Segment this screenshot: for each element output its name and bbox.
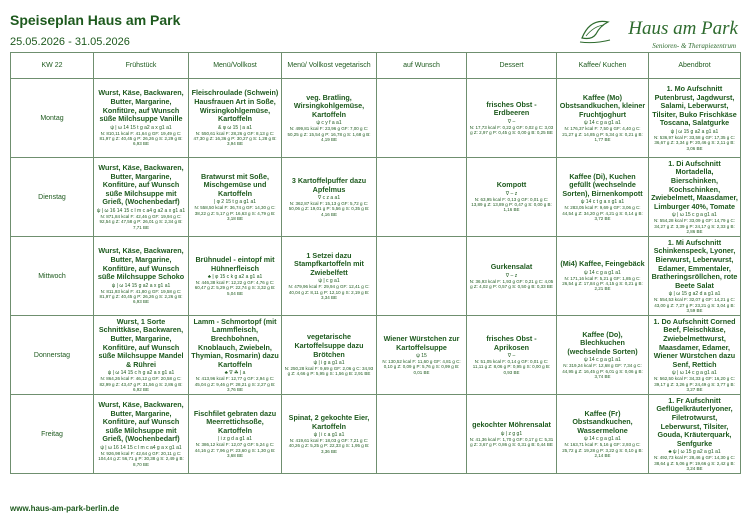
dish-name: Spinat, 2 gekochte Eier, Kartoffeln xyxy=(288,412,370,431)
dish-name: gekochter Möhrensalat xyxy=(472,419,551,429)
allergen-codes: ψ | ω 16 14 15 c l m c a4 g a x g1 a1 xyxy=(100,445,182,452)
nutrition-info: N: 554,53 kcal F: 32,07 g GF: 14,21 g C: 43,00 g Z: 7,27 g P: 23,21 g S: 3,04 g B: 3,59 BE xyxy=(653,297,736,313)
website-url: www.haus-am-park-berlin.de xyxy=(10,504,120,513)
dish-name: Wurst, Käse, Backwaren, Butter, Margarine, Konfitüre, auf Wunsch süße Milchsuppe mit Grieß, (Wochenbedarf) xyxy=(98,400,184,444)
cell-breakfast xyxy=(94,158,189,237)
cell-dessert xyxy=(467,316,557,395)
allergen-codes: ψ 14 c g a g1 a1 xyxy=(584,357,621,364)
allergen-codes: ∇ – xyxy=(507,118,516,125)
dish-name: 1. Do Aufschnitt Corned Beef, Fleischkäse, Zwiebelmettwurst, Maasdamer, Edamer, Wiener Würstchen dazu Senf, Rettich xyxy=(653,316,736,369)
cell-on-request xyxy=(377,316,467,395)
cell-dinner xyxy=(649,316,741,395)
allergen-codes: ψ | ω 14 15 g a2 a x g1 a1 xyxy=(111,282,171,289)
nutrition-info: N: 871,84 kcal F: 42,46 g GF: 19,94 g C: 92,54 g Z: 47,58 g P: 26,01 g S: 2,34 g B: 7,71 BE xyxy=(99,214,183,230)
cell-dinner xyxy=(649,158,741,237)
cell-dinner xyxy=(649,395,741,474)
column-header-menu: Menü/Vollkost xyxy=(189,53,282,79)
allergen-codes: ♣ ∇ ☘ | a xyxy=(224,370,246,377)
cell-vegetarian xyxy=(282,158,377,237)
cell-vegetarian xyxy=(282,237,377,316)
nutrition-info: N: 479,96 kcal F: 29,94 g GF: 12,41 g C: 40,04 g Z: 8,11 g P: 12,10 g S: 2,19 g B: 3,34 BE xyxy=(288,284,370,301)
dish-name: 3 Kartoffelpuffer dazu Apfelmus xyxy=(291,175,367,194)
nutrition-info: N: 926,98 kcal F: 42,64 g GF: 20,11 g C: 104,44 g Z: 56,71 g P: 30,38 g S: 2,49 g B: 8,70 BE xyxy=(98,451,184,467)
cell-breakfast xyxy=(94,395,189,474)
dish-name: Brühnudel - eintopf mit Hühnerfleisch xyxy=(195,254,275,273)
allergen-codes: ∇ – z xyxy=(505,190,518,197)
dish-name: Kompott xyxy=(496,180,527,190)
meal-plan-table xyxy=(10,52,741,474)
allergen-codes: ψ | ω 14 15 t g a2 a x g1 a1 xyxy=(110,124,172,131)
allergen-codes: ψ 14 c g a g1 a1 xyxy=(584,436,621,443)
allergen-codes: ψ | ω 15 c g a g1 a1 xyxy=(672,212,717,219)
dish-name: 1. Di Aufschnitt Mortadella, Bierschinken, Kochschinken, Zwiebelmett, Maasdamer, Limburger 40%, Tomate xyxy=(651,158,738,211)
nutrition-info: N: 386,12 kcal F: 12,07 g GF: 5,24 g C: 44,16 g Z: 7,96 g P: 23,60 g S: 1,30 g B: 3,68 BE xyxy=(194,442,276,459)
day-label: Freitag xyxy=(11,395,94,474)
column-header-on-request: auf Wunsch xyxy=(377,53,467,79)
dish-name: Wurst, Käse, Backwaren, Butter, Margarine, Konfitüre, auf Wunsch süße Milchsuppe mit Grieß, (Wochenbedarf) xyxy=(98,163,184,207)
allergen-codes: ψ | ω 14 15 c h g a2 a x g1 a1 xyxy=(107,370,175,377)
cell-breakfast xyxy=(94,79,189,158)
cell-dinner xyxy=(649,79,741,158)
logo-text: Haus am Park xyxy=(628,18,738,39)
dish-name: veg. Bratling, Wirsingkohlgemüse, Kartoffeln xyxy=(293,92,365,119)
nutrition-info: N: 562,50 kcal F: 34,33 g GF: 16,20 g C: 39,17 g Z: 3,26 g P: 24,49 g S: 3,77 g B: 3,27 BE xyxy=(653,376,736,392)
menu-title: Speiseplan Haus am Park xyxy=(10,12,181,28)
nutrition-info: N: 419,61 kcal F: 18,03 g GF: 7,21 g C: 40,26 g Z: 5,25 g P: 22,33 g S: 1,95 g B: 3,36 BE xyxy=(288,438,370,454)
cell-breakfast xyxy=(94,316,189,395)
dish-name: Gurkensalat xyxy=(490,261,533,271)
cell-menu xyxy=(189,237,282,316)
header-row xyxy=(11,53,741,79)
cell-vegetarian xyxy=(282,395,377,474)
column-header-coffee-cake: Kaffee/ Kuchen xyxy=(557,53,649,79)
cell-dessert xyxy=(467,395,557,474)
allergen-codes: ψ | z g g1 xyxy=(500,430,523,437)
allergen-codes: ψ | ω 16 14 15 c l m c a4 g a2 a x g1 a1 xyxy=(96,208,186,215)
dish-name: frisches Obst - Erdbeeren xyxy=(486,99,537,118)
nutrition-info: N: 176,37 kcal F: 7,50 g GF: 4,40 g C: 21,27 g Z: 14,85 g P: 5,34 g S: 0,21 g B: 1,77 BE xyxy=(562,126,643,143)
dish-name: Kaffee (Do), Blechkuchen (wechselnde Sorten) xyxy=(567,329,638,356)
table-row xyxy=(11,316,741,395)
nutrition-info: N: 413,96 kcal F: 12,77 g GF: 2,94 g C: 45,04 g Z: 9,46 g P: 28,21 g S: 2,27 g B: 3,76 BE xyxy=(194,376,276,392)
dish-name: 1 Setzei dazu Stampfkartoffeln mit Zwiebelfett xyxy=(294,250,364,277)
logo-subtitle: Senioren- & Therapiezentrum xyxy=(652,42,736,50)
allergen-codes: ψ | c g a1 xyxy=(318,278,340,285)
cell-breakfast xyxy=(94,237,189,316)
nutrition-info: N: 163,71 kcal F: 5,16 g GF: 2,93 g C: 25,72 g Z: 19,28 g P: 3,22 g S: 0,10 g B: 2,14 BE xyxy=(562,442,643,459)
dish-name: Kaffee (Fr) Obstsandkuchen, Wassermelone xyxy=(572,408,633,435)
cell-menu xyxy=(189,316,282,395)
nutrition-info: N: 51,05 kcal F: 0,14 g GF: 0,01 g C: 11,11 g Z: 8,06 g P: 0,95 g S: 0,00 g B: 0,93 BE xyxy=(472,359,551,375)
cell-dessert xyxy=(467,158,557,237)
nutrition-info: N: 41,36 kcal F: 1,70 g GF: 0,17 g C: 5,31 g Z: 3,67 g P: 0,86 g S: 0,31 g B: 0,44 BE xyxy=(469,436,554,447)
nutrition-info: N: 558,50 kcal F: 36,74 g GF: 14,30 g C: 38,22 g Z: 5,17 g P: 16,63 g S: 4,79 g B: 3,18 BE xyxy=(194,205,276,222)
dish-name: 1. Mo Aufschnitt Putenbrust, Jagdwurst, Salami, Leberwurst, Tilsiter, Buko Frischkäse Toscana, Salatgurke xyxy=(652,84,737,128)
allergen-codes: ∇ c z a a1 xyxy=(317,195,341,202)
nutrition-info: N: 17,73 kcal F: 0,22 g GF: 0,02 g C: 3,03 g Z: 2,97 g P: 0,45 g S: 0,00 g B: 0,25 BE xyxy=(469,124,554,136)
dish-name: 1. Fr Aufschnitt Geflügelkräuterlyoner, Filetrotwurst, Leberwurst, Tilsiter, Gouda, Kräuterquark, Senfgurke xyxy=(656,395,733,448)
cell-vegetarian xyxy=(282,316,377,395)
allergen-codes: ∇ – z xyxy=(505,272,518,279)
column-header-vegetarian: Menü/ Vollkost vegetarisch xyxy=(282,53,377,79)
allergen-codes: ψ | ω 14 c g a g1 a1 xyxy=(672,370,717,377)
cell-dessert xyxy=(467,237,557,316)
nutrition-info: N: 499,81 kcal F: 23,96 g GF: 7,00 g C: 50,25 g Z: 15,54 g P: 16,78 g S: 1,68 g B: 4,19 BE xyxy=(287,126,371,143)
nutrition-info: N: 283,05 kcal F: 9,69 g GF: 3,06 g C: 44,54 g Z: 34,20 g P: 4,21 g S: 0,14 g B: 3,72 BE xyxy=(562,205,643,222)
tree-logo-icon xyxy=(578,16,612,46)
allergen-codes: ♣ | φ 15 c k g a2 a g1 a1 xyxy=(207,274,263,281)
dish-name: Kaffee (Di), Kuchen gefüllt (wechselnde Sorten), Birnenkompott xyxy=(562,171,643,198)
allergen-codes: ψ 14 c g a g1 a1 xyxy=(584,120,621,127)
nutrition-info: N: 319,24 kcal F: 12,68 g GF: 7,34 g C: 44,95 g Z: 16,45 g P: 6,01 g S: 0,06 g B: 3,74 BE xyxy=(562,363,643,380)
column-header-breakfast: Frühstück xyxy=(94,53,189,79)
allergen-codes: | φ 2 15 t g a g1 a1 xyxy=(213,199,257,206)
dish-name: vegetarische Kartoffelsuppe dazu Brötchen xyxy=(294,332,364,359)
nutrition-info: N: 446,38 kcal F: 12,22 g GF: 4,76 g C: 60,47 g Z: 5,29 g P: 22,74 g S: 3,32 g B: 5,04 BE xyxy=(194,280,276,296)
cell-coffee-cake xyxy=(557,395,649,474)
nutrition-info: N: 864,26 kcal F: 46,12 g GF: 20,58 g C: 82,99 g Z: 43,47 g P: 31,56 g S: 2,86 g B: 6,92 BE xyxy=(99,376,183,392)
date-range: 25.05.2026 - 31.05.2026 xyxy=(10,36,130,48)
table-row xyxy=(11,158,741,237)
dish-name: Wurst, Käse, Backwaren, Butter, Margarine, Konfitüre, auf Wunsch süße Milchsuppe Vanille xyxy=(98,88,184,124)
nutrition-info: N: 536,97 kcal F: 33,58 g GF: 17,35 g C: 36,67 g Z: 3,34 g P: 20,46 g S: 2,11 g B: 3,06 BE xyxy=(653,135,736,151)
nutrition-info: N: 810,11 kcal F: 41,64 g GF: 19,49 g C: 81,97 g Z: 40,45 g P: 26,26 g S: 2,29 g B: 6,93 BE xyxy=(99,130,183,147)
dish-name: 1. Mi Aufschnitt Schinkenspeck, Lyoner, Bierwurst, Leberwurst, Edamer, Emmentaler, Bratheringsröllchen, rote Beete Salat xyxy=(651,237,738,290)
nutrition-info: N: 811,93 kcal F: 41,80 g GF: 19,58 g C: 81,97 g Z: 40,45 g P: 26,26 g S: 2,26 g B: 6,93 BE xyxy=(99,288,183,305)
table-row xyxy=(11,395,741,474)
allergen-codes: ♣ ψ | ω 15 g a2 a g1 a1 xyxy=(668,449,721,456)
column-header-dinner: Abendbrot xyxy=(649,53,741,79)
cell-menu xyxy=(189,158,282,237)
day-label: Dienstag xyxy=(11,158,94,237)
cell-on-request xyxy=(377,237,467,316)
cell-dessert xyxy=(467,79,557,158)
nutrition-info: N: 362,87 kcal F: 15,13 g GF: 5,72 g C: 50,06 g Z: 19,01 g P: 5,56 g S: 0,35 g B: 4,16 BE xyxy=(288,201,370,217)
cell-coffee-cake xyxy=(557,237,649,316)
cell-on-request xyxy=(377,395,467,474)
nutrition-info: N: 554,28 kcal F: 33,09 g GF: 14,79 g C: 34,27 g Z: 3,39 g P: 24,17 g S: 2,33 g B: 2,86 BE xyxy=(653,218,736,234)
column-header-dessert: Dessert xyxy=(467,53,557,79)
allergen-codes: ψ | i g a g1 a1 xyxy=(313,360,345,367)
nutrition-info: N: 36,93 kcal F: 1,93 g GF: 0,21 g C: 4,05 g Z: 4,02 g P: 0,57 g S: 0,50 g B: 0,33 BE xyxy=(469,278,554,289)
dish-name: Wurst, Käse, Backwaren, Butter, Margarine, Konfitüre, auf Wunsch süße Milchsuppe Schoko xyxy=(97,246,185,282)
dish-name: Wiener Würstchen zur Kartoffelsuppe xyxy=(383,333,460,352)
allergen-codes: ψ | i c a g1 a1 xyxy=(313,432,345,439)
nutrition-info: N: 130,52 kcal F: 11,60 g GF: 4,81 g C: 0,10 g Z: 0,09 g P: 5,76 g S: 0,99 g B: 0,01 BE xyxy=(382,359,461,375)
cell-vegetarian xyxy=(282,79,377,158)
allergen-codes: ψ 14 c g a g1 a1 xyxy=(584,269,621,276)
day-label: Montag xyxy=(11,79,94,158)
column-header-week: KW 22 xyxy=(11,53,94,79)
allergen-codes: ψ | ω 15 g a2 d a g1 a1 xyxy=(668,291,721,298)
allergen-codes: ψ 14 c t g a x g1 a1 xyxy=(580,199,625,206)
cell-on-request xyxy=(377,158,467,237)
dish-name: Wurst, 1 Sorte Schnittkäse, Backwaren, Butter, Margarine, Konfitüre, auf Wunsch süße Milchsuppe Mandel & Rührei xyxy=(98,316,184,369)
table-row xyxy=(11,79,741,158)
dish-name: Fischfilet gebraten dazu Meerrettichsoße, Kartoffeln xyxy=(193,408,277,435)
cell-menu xyxy=(189,395,282,474)
allergen-codes: ψ c y f a a1 xyxy=(316,120,342,127)
nutrition-info: N: 250,28 kcal F: 9,69 g GF: 2,06 g C: 34,93 g Z: 4,66 g P: 5,95 g S: 1,56 g B: 2,91 BE xyxy=(284,366,374,377)
nutrition-info: N: 63,95 kcal F: 0,13 g GF: 0,01 g C: 13,89 g Z: 13,89 g P: 0,47 g S: 0,00 g B: 1,16 BE xyxy=(471,196,552,213)
cell-coffee-cake xyxy=(557,316,649,395)
cell-dinner xyxy=(649,237,741,316)
dish-name: Lamm - Schmortopf (mit Lammfleisch, Brechbohnen, Knoblauch, Zwiebeln, Thymian, Rosmarin) dazu Kartoffeln xyxy=(191,316,279,369)
day-label: Mittwoch xyxy=(11,237,94,316)
dish-name: Bratwurst mit Soße, Mischgemüse und Kartoffeln xyxy=(201,171,269,198)
allergen-codes: ψ | ω 15 g a2 a g1 a1 xyxy=(670,129,719,136)
nutrition-info: N: 550,61 kcal F: 28,26 g GF: 8,13 g C: 47,30 g Z: 16,36 g P: 30,27 g S: 1,28 g B: 3,94 BE xyxy=(193,130,277,147)
allergen-codes: | i z g d a g1 a1 xyxy=(217,436,253,443)
nutrition-info: N: 492,73 kcal F: 28,46 g GF: 14,30 g C: 38,64 g Z: 5,06 g P: 19,66 g S: 2,42 g B: 3,24 BE xyxy=(653,455,736,471)
cell-menu xyxy=(189,79,282,158)
logo xyxy=(578,16,738,56)
table-row xyxy=(11,237,741,316)
cell-coffee-cake xyxy=(557,158,649,237)
dish-name: Fleischroulade (Schwein) Hausfrauen Art in Soße, Wirsingkohlgemüse, Kartoffeln xyxy=(191,88,279,124)
nutrition-info: N: 171,16 kcal F: 5,21 g GF: 1,85 g C: 26,54 g Z: 17,84 g P: 4,15 g S: 0,21 g B: 2,21 BE xyxy=(562,275,643,292)
dish-name: Kaffee (Mo) Obstsandkuchen, kleiner Fruchtjoghurt xyxy=(559,92,646,119)
dish-name: (Mi4) Kaffee, Feingebäck xyxy=(560,259,645,269)
day-label: Donnerstag xyxy=(11,316,94,395)
allergen-codes: ψ 15 xyxy=(416,353,427,360)
dish-name: frisches Obst - Aprikosen xyxy=(486,333,537,352)
cell-coffee-cake xyxy=(557,79,649,158)
allergen-codes: & φ ω 15 | a a1 xyxy=(217,124,253,131)
allergen-codes: ∇ – xyxy=(507,353,516,360)
cell-on-request xyxy=(377,79,467,158)
